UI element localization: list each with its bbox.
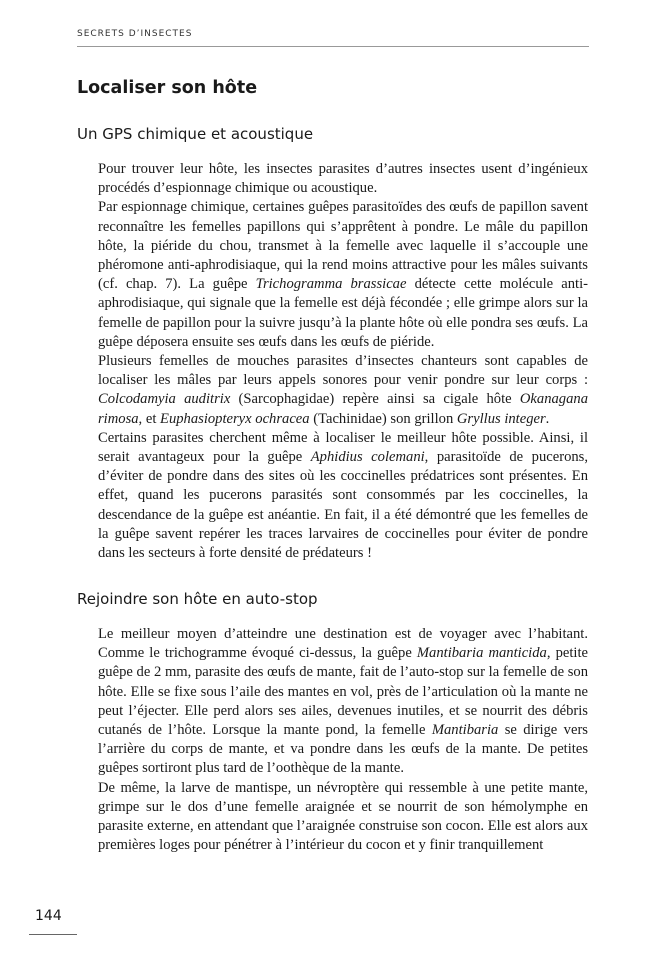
genus-name: Mantibaria bbox=[431, 722, 499, 739]
header-rule bbox=[77, 46, 589, 47]
section-body-autostop bbox=[98, 625, 588, 855]
section-title-autostop: Rejoindre son hôte en auto-stop bbox=[77, 590, 318, 608]
footer-rule bbox=[29, 934, 77, 935]
species-name: Mantibaria manticida bbox=[416, 645, 547, 662]
species-name: Gryllus integer bbox=[456, 410, 546, 427]
species-name: Euphasiopteryx ochracea bbox=[160, 410, 310, 427]
chapter-title: Localiser son hôte bbox=[77, 78, 258, 98]
paragraph: Pour trouver leur hôte, les insectes parasites d’autres insectes usent d’ingénieux procédés d’espionnage chimique ou acoustique. bbox=[98, 161, 588, 197]
paragraph: Plusieurs femelles de mouches parasites d’insectes chanteurs sont capables de localiser les mâles par leurs appels sonores pour venir pondre sur leur corps : Colcodamyia auditrix (Sarcophagidae) repère ainsi sa cigale hôte Okanagana rimosa, et Euphasiopteryx ochracea (Tachinidae) son grillon Gryllus integer. bbox=[98, 353, 588, 427]
running-head: SECRETS D’INSECTES bbox=[77, 29, 193, 39]
species-name: Trichogramma brassicae bbox=[255, 276, 407, 293]
paragraph: Certains parasites cherchent même à localiser le meilleur hôte possible. Ainsi, il serait avantageux pour la guêpe Aphidius colemani, parasitoïde de pucerons, d’éviter de pondre dans des sites où les coccinelles prédatrices sont présentes. En effet, quand les pucerons parasités sont consommés par les coccinelles, la descendance de la guêpe est anéantie. En fait, il a été démontré que les femelles de la guêpe savent repérer les traces larvaires de coccinelles pour éviter de pondre dans les secteurs à forte densité de prédateurs ! bbox=[98, 429, 588, 562]
paragraph: Par espionnage chimique, certaines guêpes parasitoïdes des œufs de papillon savent reconnaître les femelles papillons qui s’apprêtent à pondre. Le mâle du papillon hôte, la piéride du chou, transmet à la femelle avec laquelle il s’accouple une phéromone anti-aphrodisiaque, qui la rend moins attractive pour les mâles suivants (cf. chap. 7). La guêpe Trichogramma brassicae détecte cette molécule anti-aphrodisiaque, qui signale que la femelle est déjà fécondée ; elle grimpe alors sur la femelle de papillon pour la suivre jusqu’à la plante hôte où elle pondra ses œufs. La guêpe déposera ensuite ses œufs dans les œufs de piéride. bbox=[98, 199, 588, 350]
section-body-gps bbox=[98, 160, 588, 563]
section-title-gps: Un GPS chimique et acoustique bbox=[77, 125, 314, 143]
page-number: 144 bbox=[35, 908, 62, 924]
species-name: Okanagana rimosa bbox=[98, 391, 588, 427]
species-name: Colcodamyia auditrix bbox=[98, 391, 231, 408]
paragraph: Le meilleur moyen d’atteindre une destination est de voyager avec l’habitant. Comme le trichogramme évoqué ci-dessus, la guêpe Mantibaria manticida, petite guêpe de 2 mm, parasite des œufs de mante, fait de l’auto-stop sur la femelle de son hôte. Elle se fixe sous l’aile des mantes en vol, près de l’articulation où la mante ne peut l’éjecter. Elle perd alors ses ailes, devenues inutiles, et se nourrit des débris cutanés de l’hôte. Lorsque la mante pond, la femelle Mantibaria se dirige vers l’arrière du corps de mante, et va pondre dans les œufs de la mante. De petites guêpes sortiront plus tard de l’oothèque de la mante. bbox=[98, 626, 588, 777]
paragraph: De même, la larve de mantispe, un névroptère qui ressemble à une petite mante, grimpe sur le dos d’une femelle araignée et se nourrit de son hémolymphe en parasite externe, en attendant que l’araignée construise son cocon. Elle est alors aux premières loges pour pénétrer à l’intérieur du cocon et y finir tranquillement bbox=[98, 779, 588, 854]
species-name: Aphidius colemani bbox=[310, 449, 425, 466]
